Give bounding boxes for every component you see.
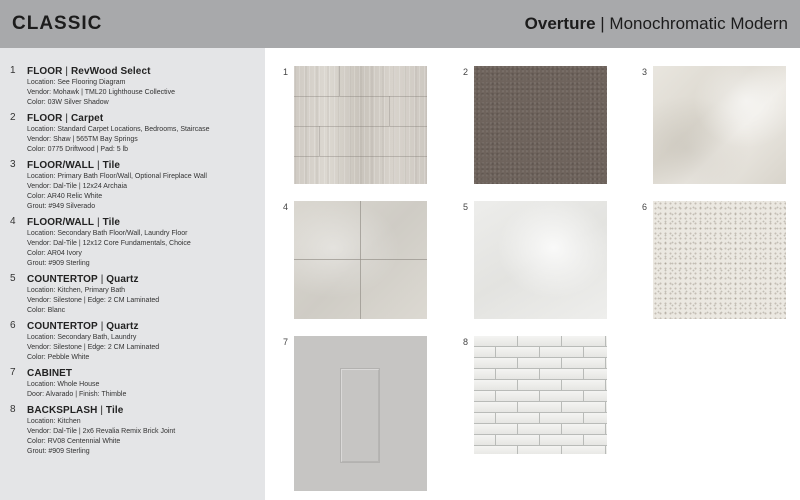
header-bar <box>0 0 800 48</box>
spec-item-detail: Color: AR40 Relic White <box>27 193 103 200</box>
spec-item-detail: Color: AR04 Ivory <box>27 250 82 257</box>
brick <box>562 424 605 434</box>
spec-item-product: Quartz <box>106 274 139 285</box>
swatch-number: 7 <box>283 337 289 347</box>
spec-list <box>0 48 265 500</box>
spec-item-detail: Location: Kitchen <box>27 418 81 425</box>
brick-row <box>474 446 607 454</box>
brick <box>518 446 561 454</box>
spec-item-detail: Location: Standard Carpet Locations, Bedrooms, Staircase <box>27 126 210 133</box>
brick-row <box>474 369 585 380</box>
plank-end-seam <box>339 66 340 96</box>
material-swatch-wood-flooring <box>294 66 427 184</box>
spec-item-detail: Location: Primary Bath Floor/Wall, Optional Fireplace Wall <box>27 173 207 180</box>
brick <box>474 435 495 445</box>
spec-item-product: RevWood Select <box>70 66 151 77</box>
spec-item-number: 4 <box>10 216 16 227</box>
spec-item-title <box>27 65 265 78</box>
spec-item-detail: Vendor: Silestone | Edge: 2 CM Laminated <box>27 344 160 351</box>
brick <box>584 435 607 445</box>
spec-item-title <box>27 404 265 417</box>
spec-item-title <box>27 216 265 229</box>
swatch-number: 8 <box>463 337 469 347</box>
brick-row <box>474 391 585 402</box>
grout-line <box>360 201 361 319</box>
brick <box>518 424 561 434</box>
brick <box>474 413 495 423</box>
spec-item-detail: Location: Whole House <box>27 381 100 388</box>
spec-item-detail: Vendor: Dal-Tile | 12x24 Archaia <box>27 183 128 190</box>
material-swatch-brick-backsplash <box>474 336 607 454</box>
spec-item-separator: | <box>97 274 107 285</box>
swatch-number: 5 <box>463 202 469 212</box>
spec-item <box>0 159 265 212</box>
spec-item-detail: Door: Alvarado | Finish: Thimble <box>27 391 127 398</box>
spec-item-separator: | <box>62 66 71 77</box>
door-panel <box>340 368 380 463</box>
brick <box>474 391 495 401</box>
swatch-number: 4 <box>283 202 289 212</box>
material-swatch-carpet <box>474 66 607 184</box>
plank-end-seam <box>319 126 320 156</box>
brick-row <box>474 413 585 424</box>
spec-item-title <box>27 273 265 286</box>
collection-separator: | <box>595 14 610 33</box>
brick <box>540 391 583 401</box>
spec-item-number: 3 <box>10 159 16 170</box>
plank-seam <box>294 126 427 127</box>
spec-item-category: COUNTERTOP <box>27 274 98 285</box>
brick <box>540 347 583 357</box>
spec-item <box>0 112 265 155</box>
spec-item-category: FLOOR <box>27 66 63 77</box>
plank-end-seam <box>389 96 390 126</box>
spec-item <box>0 320 265 363</box>
swatch-number: 2 <box>463 67 469 77</box>
brick <box>606 336 607 346</box>
brick-row <box>474 435 585 446</box>
spec-item-separator: | <box>97 405 106 416</box>
spec-item-number: 6 <box>10 320 16 331</box>
spec-item-detail: Location: Secondary Bath Floor/Wall, Laundry Floor <box>27 230 188 237</box>
spec-item-number: 5 <box>10 273 16 284</box>
material-swatch-marble-tile <box>653 66 786 184</box>
spec-item-detail: Vendor: Dal-Tile | 12x12 Core Fundamentals, Choice <box>27 240 191 247</box>
spec-item-detail: Vendor: Silestone | Edge: 2 CM Laminated <box>27 297 160 304</box>
collection-style: Monochromatic Modern <box>609 14 788 33</box>
spec-item-product: Quartz <box>106 321 139 332</box>
spec-item-separator: | <box>62 113 71 124</box>
brick-row <box>474 358 607 369</box>
spec-item-product: Carpet <box>70 113 104 124</box>
spec-item-title <box>27 367 265 380</box>
material-swatch-tile-grid <box>294 201 427 319</box>
brick <box>562 446 605 454</box>
material-swatch-speckled-quartz <box>653 201 786 319</box>
spec-item-detail: Vendor: Dal-Tile | 2x6 Revalia Remix Brick Joint <box>27 428 176 435</box>
brick <box>474 336 517 346</box>
spec-item-number: 1 <box>10 65 16 76</box>
brick <box>540 413 583 423</box>
brick <box>606 358 607 368</box>
spec-item <box>0 65 265 108</box>
spec-item-category: COUNTERTOP <box>27 321 98 332</box>
spec-item-detail: Color: RV08 Centennial White <box>27 438 121 445</box>
spec-item-number: 2 <box>10 112 16 123</box>
brick <box>562 336 605 346</box>
spec-item <box>0 273 265 316</box>
spec-item-separator: | <box>97 321 107 332</box>
brick <box>474 369 495 379</box>
brick <box>474 380 517 390</box>
spec-item-detail: Grout: #909 Sterling <box>27 448 90 455</box>
brick <box>474 358 517 368</box>
spec-item-category: FLOOR/WALL <box>27 217 95 228</box>
brick <box>606 380 607 390</box>
spec-item-detail: Color: Blanc <box>27 307 66 314</box>
spec-item-detail: Grout: #909 Sterling <box>27 260 90 267</box>
brick <box>584 391 607 401</box>
brick <box>518 380 561 390</box>
brick-row <box>474 424 607 435</box>
spec-item-detail: Vendor: Mohawk | TML20 Lighthouse Collective <box>27 89 175 96</box>
collection-title <box>525 14 788 34</box>
spec-item <box>0 216 265 269</box>
swatch-number: 1 <box>283 67 289 77</box>
brick <box>606 446 607 454</box>
spec-item-title <box>27 112 265 125</box>
spec-item-detail: Location: Secondary Bath, Laundry <box>27 334 137 341</box>
spec-item-detail: Color: 03W Silver Shadow <box>27 99 109 106</box>
spec-item-detail: Grout: #949 Silverado <box>27 203 96 210</box>
brick <box>606 402 607 412</box>
brick <box>496 347 539 357</box>
brick <box>562 358 605 368</box>
spec-item-detail: Color: 0775 Driftwood | Pad: 5 lb <box>27 146 129 153</box>
brick <box>474 446 517 454</box>
brick <box>562 380 605 390</box>
plank-seam <box>294 156 427 157</box>
brick <box>584 369 607 379</box>
spec-item <box>0 404 265 457</box>
brick <box>606 424 607 434</box>
spec-item-detail: Location: Kitchen, Primary Bath <box>27 287 126 294</box>
brick <box>518 402 561 412</box>
spec-item <box>0 367 265 400</box>
brick-row <box>474 336 607 347</box>
brick <box>474 424 517 434</box>
collection-name: Overture <box>524 14 596 33</box>
brick <box>518 358 561 368</box>
brick <box>496 413 539 423</box>
spec-item-product: Tile <box>105 405 124 416</box>
spec-item-separator: | <box>94 160 103 171</box>
material-swatch-quartz <box>474 201 607 319</box>
brick-row <box>474 380 607 391</box>
brick <box>496 369 539 379</box>
spec-item-category: FLOOR <box>27 113 63 124</box>
brick <box>540 435 583 445</box>
brick <box>518 336 561 346</box>
brick-row <box>474 347 585 358</box>
brick <box>474 402 517 412</box>
plank-seam <box>294 96 427 97</box>
material-swatch-cabinet-door <box>294 336 427 491</box>
spec-item-title <box>27 159 265 172</box>
brick <box>540 369 583 379</box>
brick <box>474 347 495 357</box>
spec-item-number: 7 <box>10 367 16 378</box>
spec-item-detail: Vendor: Shaw | 565TM Bay Springs <box>27 136 138 143</box>
brick <box>584 413 607 423</box>
brick-row <box>474 402 607 413</box>
brand-title: CLASSIC <box>12 13 103 34</box>
spec-item-product: Tile <box>102 217 121 228</box>
brick <box>584 347 607 357</box>
spec-item-separator: | <box>94 217 103 228</box>
spec-item-number: 8 <box>10 404 16 415</box>
brick <box>496 391 539 401</box>
swatch-number: 3 <box>642 67 648 77</box>
spec-item-detail: Location: See Flooring Diagram <box>27 79 126 86</box>
spec-item-title <box>27 320 265 333</box>
spec-item-category: BACKSPLASH <box>27 405 98 416</box>
spec-item-detail: Color: Pebble White <box>27 354 90 361</box>
brick <box>562 402 605 412</box>
brick <box>496 435 539 445</box>
spec-item-category: FLOOR/WALL <box>27 160 95 171</box>
spec-item-product: Tile <box>102 160 121 171</box>
spec-item-category: CABINET <box>27 368 73 379</box>
swatch-number: 6 <box>642 202 648 212</box>
